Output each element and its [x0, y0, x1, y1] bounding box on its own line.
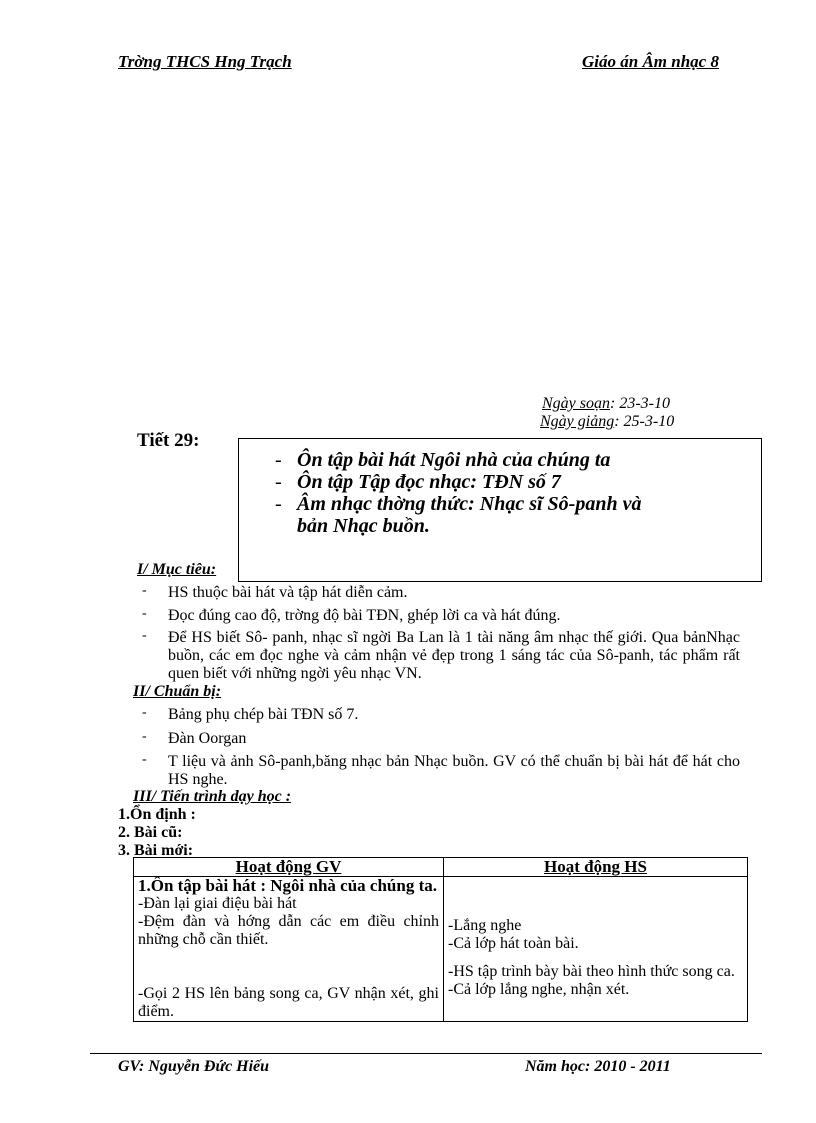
lesson-number: Tiết 29: — [137, 430, 200, 451]
subject-title: Giáo án Âm nhạc 8 — [582, 52, 719, 71]
teach-date — [540, 413, 674, 431]
bullet-icon: - — [142, 752, 147, 767]
gv-cell — [134, 877, 444, 1022]
objective-item: Đọc đúng cao độ, trờng độ bài TĐN, ghép lời ca và hát đúng. — [168, 607, 561, 624]
bullet-icon: - — [142, 606, 147, 621]
section-title: 1.Ôn tập bài hát : Ngôi nhà của chúng ta. — [138, 876, 437, 895]
activity-table — [133, 857, 748, 1022]
prep-date-value: : 23-3-10 — [610, 395, 670, 412]
table-row — [134, 877, 748, 1022]
teach-date-label: Ngày giảng — [540, 413, 615, 430]
school-name: Trờng THCS Hng Trạch — [118, 52, 292, 71]
preparation-item: T liệu và ảnh Sô-panh,băng nhạc bản Nhạc buồn. GV có thể chuẩn bị bài hát để hát cho HS nghe. — [168, 753, 740, 788]
process-title: III/ Tiến trình dạy học : — [133, 788, 292, 805]
teach-date-value: : 25-3-10 — [614, 413, 675, 430]
hs-line: -HS tập trình bày bài theo hình thức song ca. — [448, 963, 735, 980]
preparation-title: II/ Chuẩn bị: — [133, 683, 222, 700]
step-1: 1.Ổn định : — [118, 806, 196, 823]
topic-2: - Ôn tập Tập đọc nhạc: TĐN số 7 — [275, 471, 561, 493]
footer-year: Năm học: 2010 - 2011 — [525, 1058, 671, 1075]
bullet-icon: - — [142, 729, 147, 744]
hs-line: -Lắng nghe — [448, 917, 522, 934]
step-2: 2. Bài cũ: — [118, 824, 183, 841]
topic-3: - Âm nhạc thờng thức: Nhạc sĩ Sô-panh và — [275, 493, 642, 515]
hs-line: -Cả lớp lắng nghe, nhận xét. — [448, 981, 630, 998]
topic-1: - Ôn tập bài hát Ngôi nhà của chúng ta — [275, 449, 611, 471]
objectives-title: I/ Mục tiêu: — [137, 561, 217, 578]
bullet-icon: - — [142, 705, 147, 720]
prep-date — [542, 395, 670, 413]
footer-divider — [90, 1053, 762, 1054]
col-hs-header: Hoạt động HS — [444, 858, 748, 877]
hs-cell — [444, 877, 748, 1022]
gv-line: -Đệm đàn và hớng dẫn các em điều chỉnh những chỗ cần thiết. — [138, 913, 439, 948]
preparation-item: Đàn Oorgan — [168, 730, 247, 747]
col-gv-header: Hoạt động GV — [134, 858, 444, 877]
hs-line: -Cả lớp hát toàn bài. — [448, 935, 579, 952]
objective-item: Để HS biết Sô- panh, nhạc sĩ ngời Ba Lan là 1 tài năng âm nhạc thế giới. Qua bảnNhạc buồn, các em đọc nghe và cảm nhận vẻ đẹp trong 1 sáng tác của Sô-panh, tác phẩm rất quen biết với những ngời yêu nhạc VN. — [168, 629, 740, 682]
objective-item: HS thuộc bài hát và tập hát diễn cảm. — [168, 584, 408, 601]
topic-box — [238, 438, 762, 582]
prep-date-label: Ngày soạn — [542, 395, 610, 412]
gv-line: -Gọi 2 HS lên bảng song ca, GV nhận xét, ghi điểm. — [138, 985, 439, 1020]
gv-line: -Đàn lại giai điệu bài hát — [138, 895, 297, 912]
footer-teacher: GV: Nguyễn Đức Hiếu — [118, 1058, 270, 1075]
bullet-icon: - — [142, 628, 147, 643]
bullet-icon: - — [142, 583, 147, 598]
topic-3-cont: bản Nhạc buồn. — [297, 515, 430, 537]
preparation-item: Bảng phụ chép bài TĐN số 7. — [168, 706, 359, 723]
step-3: 3. Bài mới: — [118, 842, 194, 859]
